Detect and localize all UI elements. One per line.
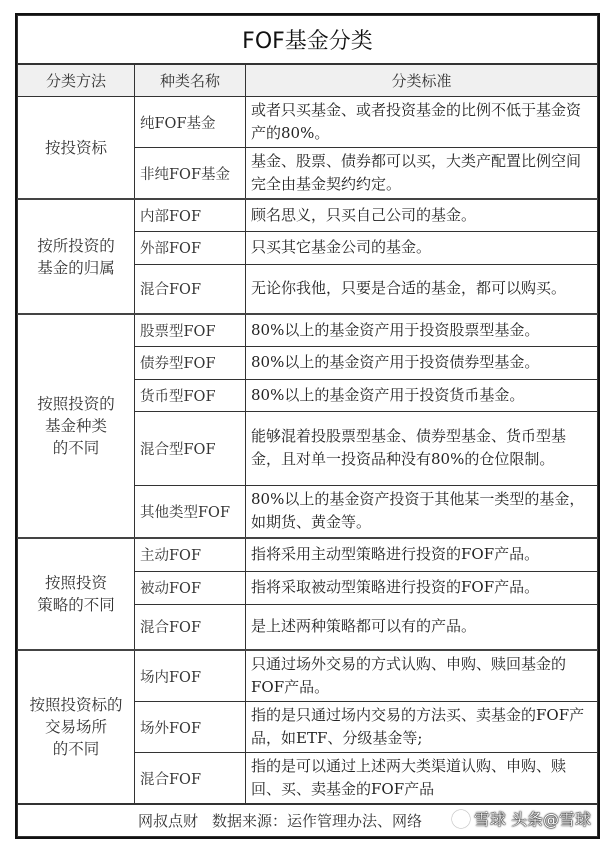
classification-standard-cell: 80%以上的基金资产投资于其他某一类型的基金，如期货、黄金等。	[246, 485, 598, 538]
classification-standard-cell: 只买其它基金公司的基金。	[246, 231, 598, 264]
classification-standard-cell: 只通过场外交易的方式认购、申购、赎回基金的FOF产品。	[246, 650, 598, 702]
classification-method-cell	[18, 314, 135, 538]
method-line: 按所投资的	[37, 236, 115, 255]
fund-type-cell: 债券型FOF	[135, 346, 246, 379]
method-line: 的不同	[52, 439, 100, 457]
watermark	[452, 807, 591, 830]
classification-method-cell	[18, 538, 135, 650]
watermark-text: 雪球 头条@雪球	[473, 810, 591, 829]
method-line: 策略的不同	[37, 596, 115, 614]
classification-standard-cell: 是上述两种策略都可以有的产品。	[246, 604, 598, 650]
classification-standard-cell: 80%以上的基金资产用于投资货币基金。	[246, 379, 598, 411]
table-title: FOF基金分类	[18, 16, 598, 65]
classification-standard-cell: 指将采用主动型策略进行投资的FOF产品。	[246, 538, 598, 571]
classification-standard-cell: 无论你我他，只要是合适的基金，都可以购买。	[246, 264, 598, 314]
table	[17, 15, 598, 837]
fund-type-cell: 内部FOF	[135, 199, 246, 231]
fund-type-cell: 场外FOF	[135, 702, 246, 753]
snowball-logo-icon	[452, 810, 470, 828]
fund-type-cell: 外部FOF	[135, 231, 246, 264]
classification-standard-cell: 指的是可以通过上述两大类渠道认购、申购、赎回、买、卖基金的FOF产品	[246, 753, 598, 805]
table-row	[18, 538, 598, 571]
method-line: 交易场所	[44, 718, 107, 736]
table-body	[18, 97, 598, 805]
footer-row	[18, 804, 598, 837]
fund-type-cell: 混合FOF	[135, 753, 246, 805]
fund-type-cell: 被动FOF	[135, 571, 246, 604]
method-line: 按照投资	[44, 574, 107, 592]
fund-type-cell: 混合FOF	[135, 604, 246, 650]
classification-standard-cell: 能够混着投股票型基金、债券型基金、货币型基金，且对单一投资品种没有80%的仓位限制。	[246, 411, 598, 485]
method-line: 按投资标	[44, 138, 107, 157]
fund-type-cell: 混合FOF	[135, 264, 246, 314]
fund-type-cell: 混合型FOF	[135, 411, 246, 485]
column-header-method: 分类方法	[18, 64, 135, 97]
classification-standard-cell: 80%以上的基金资产用于投资股票型基金。	[246, 314, 598, 346]
column-header-standard: 分类标准	[246, 64, 598, 97]
fund-type-cell: 主动FOF	[135, 538, 246, 571]
fund-type-cell: 货币型FOF	[135, 379, 246, 411]
table-row	[18, 199, 598, 231]
fund-type-cell: 股票型FOF	[135, 314, 246, 346]
footer-author: 网叔点财	[138, 812, 199, 830]
method-line: 基金种类	[44, 417, 107, 435]
fof-classification-table	[15, 13, 600, 839]
fund-type-cell: 场内FOF	[135, 650, 246, 702]
method-line: 按照投资标的	[29, 696, 123, 714]
classification-standard-cell: 80%以上的基金资产用于投资债券型基金。	[246, 346, 598, 379]
fund-type-cell: 非纯FOF基金	[135, 148, 246, 200]
classification-standard-cell: 基金、股票、债券都可以买，大类产配置比例空间完全由基金契约约定。	[246, 148, 598, 200]
classification-standard-cell: 顾名思义，只买自己公司的基金。	[246, 199, 598, 231]
table-row	[18, 650, 598, 702]
classification-standard-cell: 指的是只通过场内交易的方法买、卖基金的FOF产品，如ETF、分级基金等;	[246, 702, 598, 753]
classification-method-cell	[18, 650, 135, 804]
method-line: 基金的归属	[37, 258, 115, 277]
footer-source: 数据来源：运作管理办法、网络	[212, 812, 423, 830]
method-line: 按照投资的	[37, 395, 115, 413]
table-row	[18, 97, 598, 148]
method-line: 的不同	[52, 740, 100, 758]
column-header-type: 种类名称	[135, 64, 246, 97]
classification-method-cell	[18, 199, 135, 314]
fund-type-cell: 纯FOF基金	[135, 97, 246, 148]
classification-standard-cell: 指将采取被动型策略进行投资的FOF产品。	[246, 571, 598, 604]
fund-type-cell: 其他类型FOF	[135, 485, 246, 538]
classification-method-cell	[18, 97, 135, 200]
table-row	[18, 314, 598, 346]
classification-standard-cell: 或者只买基金、或者投资基金的比例不低于基金资产的80%。	[246, 97, 598, 148]
